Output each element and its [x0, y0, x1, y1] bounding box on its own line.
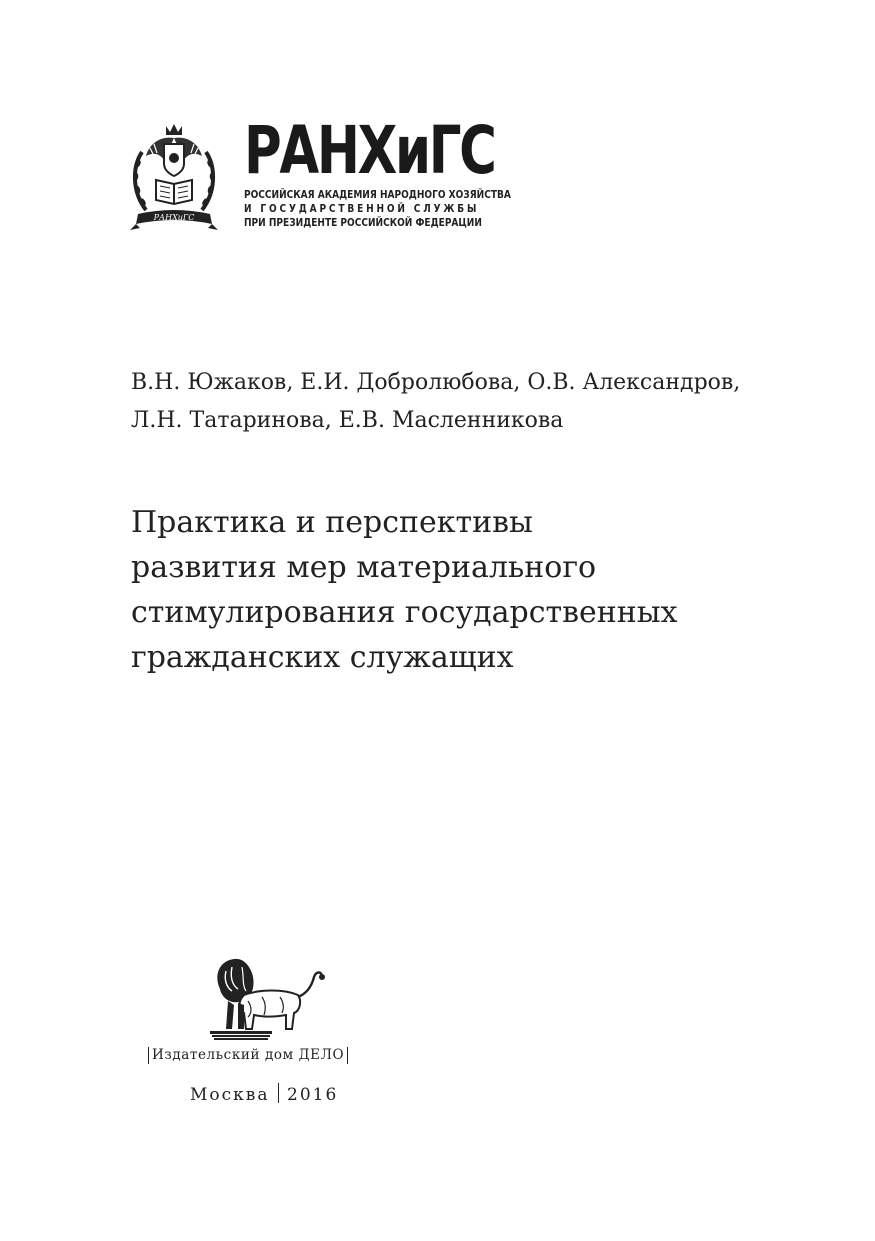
wordmark: [244, 112, 565, 229]
publication-place-year: [190, 1083, 338, 1105]
logo-text: РАНХиГС: [244, 112, 495, 189]
title-line-4: гражданских служащих: [131, 640, 514, 675]
eagle-emblem-icon: [128, 122, 220, 234]
institution-line-2: И ГОСУДАРСТВЕННОЙ СЛУЖБЫ: [244, 203, 480, 215]
publisher-name: Издательский дом ДЕЛО: [148, 1047, 348, 1064]
lion-logo-icon: [204, 955, 326, 1043]
title-line-3: стимулирования государственных: [131, 595, 678, 630]
title-line-2: развития мер материального: [131, 550, 597, 585]
book-title: [131, 500, 831, 680]
institution-line-3: ПРИ ПРЕЗИДЕНТЕ РОССИЙСКОЙ ФЕДЕРАЦИИ: [244, 217, 482, 229]
institution-logo: [128, 112, 518, 238]
institution-line-1: РОССИЙСКАЯ АКАДЕМИЯ НАРОДНОГО ХОЗЯЙСТВА: [244, 189, 511, 201]
publication-city: Москва: [190, 1085, 270, 1105]
authors-line-2: Л.Н. Татаринова, Е.В. Масленникова: [131, 408, 564, 433]
title-line-1: Практика и перспективы: [131, 505, 533, 540]
institution-name: [244, 188, 511, 230]
authors: [131, 364, 831, 440]
separator: [278, 1083, 280, 1103]
authors-line-1: В.Н. Южаков, Е.И. Добролюбова, О.В. Александров,: [131, 370, 741, 395]
publication-year: 2016: [287, 1085, 339, 1105]
emblem-ribbon-text: РАНХиГС: [153, 213, 195, 222]
